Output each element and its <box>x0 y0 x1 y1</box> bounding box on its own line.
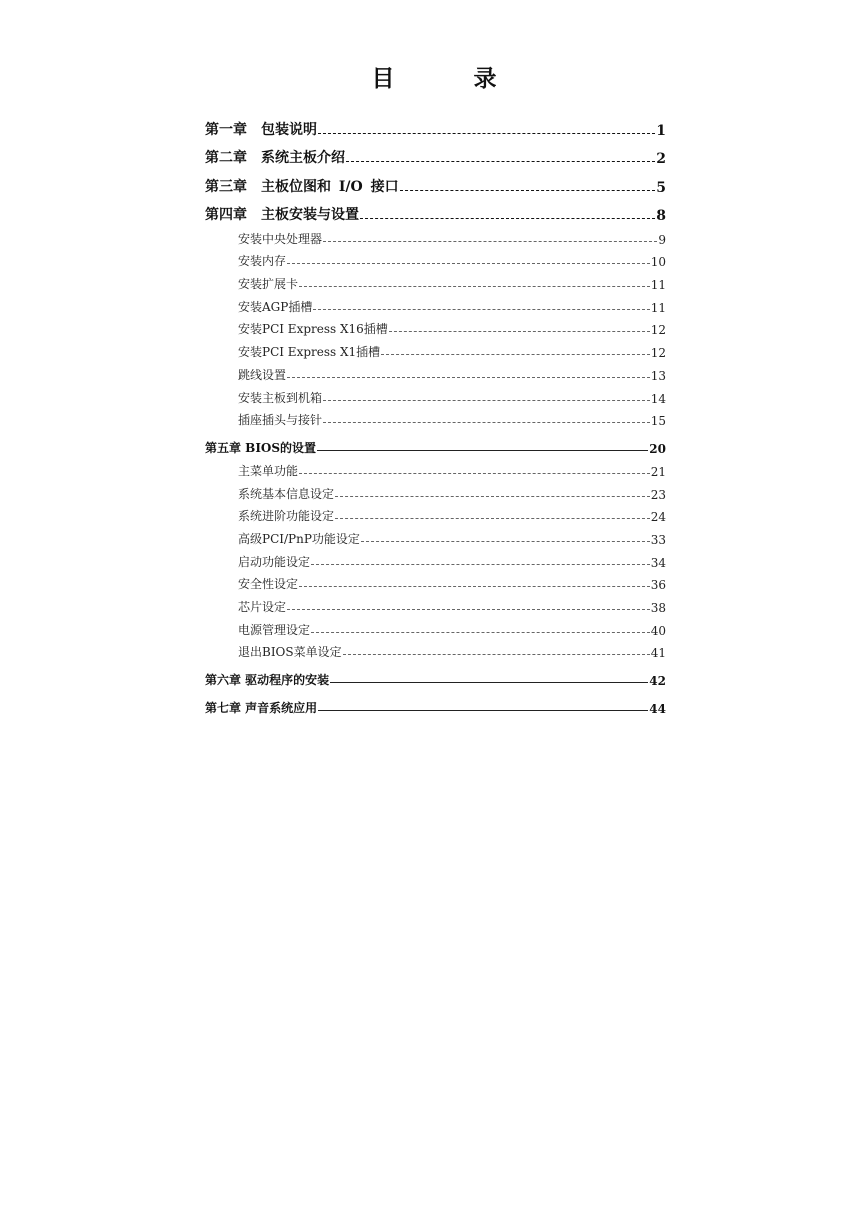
toc-entry-section[interactable] <box>205 383 666 406</box>
toc-entry-section[interactable] <box>205 570 666 593</box>
toc-entry-label: 第一章 包装说明 <box>205 121 317 138</box>
toc-entry-label: 退出BIOS菜单设定 <box>238 645 342 660</box>
toc-leader-dots <box>400 190 656 191</box>
toc-entry-chapter-1[interactable] <box>205 110 666 139</box>
toc-entry-label: 安装内存 <box>238 254 287 269</box>
toc-entry-label: 芯片设定 <box>238 600 287 614</box>
toc-entry-label: 第六章 驱动程序的安装 <box>205 673 330 688</box>
toc-page-number: 9 <box>658 232 666 247</box>
table-of-contents <box>205 110 666 716</box>
toc-entry-section[interactable] <box>205 547 666 570</box>
toc-page-number: 11 <box>650 300 666 315</box>
toc-page-number: 44 <box>649 702 666 717</box>
toc-page-number: 20 <box>649 442 666 457</box>
toc-page-number: 1 <box>656 122 666 139</box>
toc-entry-label: 电源管理设定 <box>238 622 311 637</box>
toc-leader-dots <box>323 400 650 401</box>
toc-entry-section[interactable] <box>205 292 666 315</box>
toc-leader-dots <box>287 263 650 264</box>
toc-leader-dots <box>330 682 648 683</box>
toc-leader-dots <box>381 354 650 355</box>
toc-leader-dots <box>335 496 650 497</box>
toc-leader-dots <box>361 541 650 542</box>
toc-entry-label: 系统进阶功能设定 <box>238 509 335 524</box>
toc-page-number: 14 <box>650 391 666 406</box>
page-title: 目 录 <box>371 65 525 92</box>
toc-leader-dots <box>389 331 650 332</box>
toc-entry-section[interactable] <box>205 524 666 547</box>
toc-leader-dots <box>313 309 649 310</box>
toc-leader-dots <box>299 473 650 474</box>
toc-entry-label: 安装扩展卡 <box>238 277 299 292</box>
toc-page-number: 33 <box>650 532 666 547</box>
toc-page-number: 34 <box>650 555 666 570</box>
toc-entry-section[interactable] <box>205 456 666 479</box>
toc-page-number: 2 <box>656 151 666 167</box>
toc-page-number: 10 <box>650 255 666 270</box>
toc-page-number: 38 <box>650 601 666 615</box>
toc-leader-dots <box>360 218 655 219</box>
toc-page-number: 21 <box>650 464 666 479</box>
toc-leader-dots <box>318 710 648 711</box>
toc-entry-section[interactable] <box>205 360 666 383</box>
toc-entry-label: 高级PCI/PnP功能设定 <box>238 531 360 546</box>
toc-leader-dots <box>311 564 650 565</box>
toc-entry-section[interactable] <box>205 638 666 661</box>
toc-entry-section[interactable] <box>205 615 666 638</box>
toc-entry-section[interactable] <box>205 502 666 525</box>
toc-entry-label: 安装主板到机箱 <box>238 390 323 405</box>
toc-entry-chapter-2[interactable] <box>205 139 666 168</box>
toc-page-number: 24 <box>650 510 666 525</box>
toc-entry-label: 第二章 系统主板介绍 <box>205 150 345 166</box>
toc-entry-section[interactable] <box>205 315 666 338</box>
toc-entry-label: 第四章 主板安装与设置 <box>205 207 359 223</box>
toc-page-number: 11 <box>650 278 666 293</box>
toc-entry-chapter-7[interactable] <box>205 688 666 716</box>
toc-entry-label: 主菜单功能 <box>238 463 299 478</box>
toc-leader-dots <box>287 377 650 378</box>
toc-page-number: 12 <box>650 346 666 361</box>
toc-leader-dots <box>323 241 657 242</box>
toc-entry-label: 安装中央处理器 <box>238 231 323 246</box>
toc-entry-chapter-4[interactable] <box>205 196 666 225</box>
toc-page-number: 5 <box>656 179 666 196</box>
toc-leader-dots <box>318 133 655 134</box>
toc-entry-label: 安全性设定 <box>238 577 299 592</box>
toc-page-number: 23 <box>650 487 666 502</box>
toc-entry-section[interactable] <box>205 269 666 292</box>
toc-entry-label: 第五章 BIOS的设置 <box>205 441 317 456</box>
toc-leader-dots <box>346 161 655 162</box>
toc-page-number: 8 <box>656 208 666 224</box>
toc-entry-section[interactable] <box>205 592 666 615</box>
toc-entry-label: 第三章 主板位图和 I/O 接口 <box>205 178 399 195</box>
toc-entry-label: 第七章 声音系统应用 <box>205 701 318 716</box>
toc-leader-dots <box>299 586 650 587</box>
toc-entry-label: 插座插头与接针 <box>238 413 323 428</box>
toc-entry-section[interactable] <box>205 224 666 247</box>
toc-entry-section[interactable] <box>205 337 666 360</box>
toc-leader-dots <box>323 422 650 423</box>
toc-entry-label: 跳线设置 <box>238 367 287 382</box>
toc-entry-chapter-6[interactable] <box>205 660 666 688</box>
toc-entry-label: 安装PCI Express X16插槽 <box>238 322 388 337</box>
toc-page-number: 15 <box>650 414 666 429</box>
toc-entry-label: 系统基本信息设定 <box>238 486 335 501</box>
toc-page-number: 41 <box>650 646 666 661</box>
toc-entry-chapter-3[interactable] <box>205 167 666 196</box>
toc-entry-section[interactable] <box>205 247 666 270</box>
toc-entry-chapter-5[interactable] <box>205 428 666 456</box>
toc-leader-dots <box>299 286 650 287</box>
toc-entry-label: 安装PCI Express X1插槽 <box>238 345 381 360</box>
toc-leader-dots <box>287 609 650 610</box>
toc-entry-section[interactable] <box>205 406 666 429</box>
toc-entry-label: 安装AGP插槽 <box>238 299 313 314</box>
toc-page-number: 42 <box>649 674 666 689</box>
toc-leader-dots <box>317 450 648 451</box>
toc-page-number: 12 <box>650 323 666 338</box>
toc-page-number: 40 <box>650 623 666 638</box>
toc-entry-label: 启动功能设定 <box>238 554 311 569</box>
toc-leader-dots <box>311 632 650 633</box>
toc-leader-dots <box>343 654 650 655</box>
toc-entry-section[interactable] <box>205 479 666 502</box>
toc-page-number: 13 <box>650 368 666 383</box>
toc-page-number: 36 <box>650 578 666 593</box>
toc-leader-dots <box>335 518 650 519</box>
